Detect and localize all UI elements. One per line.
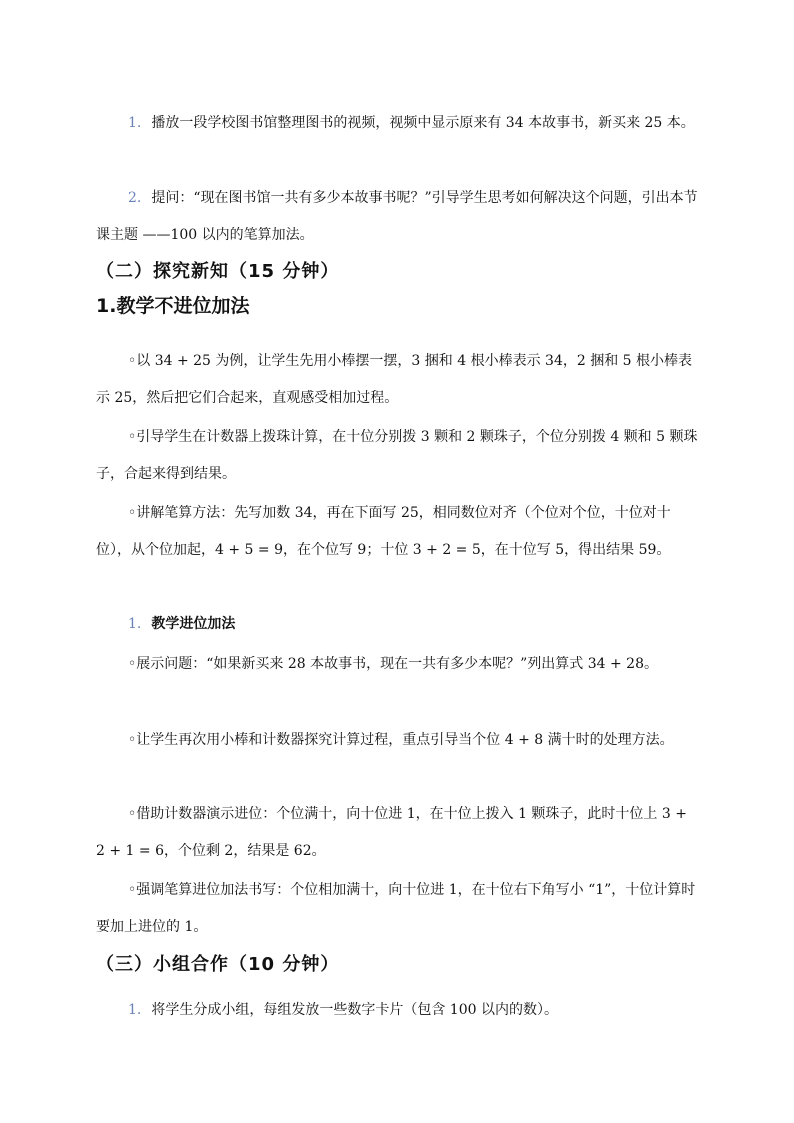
list-number: 1. xyxy=(128,616,142,632)
subheading-no-carry-addition: 1.教学不进位加法 xyxy=(96,295,250,317)
intro-item-2 xyxy=(96,180,700,254)
paragraph-problem: ◦展示问题：“如果新买来 28 本故事书，现在一共有多少本呢？”列出算式 34 + 28。 xyxy=(128,656,658,672)
subheading-carry-addition-text: 教学进位加法 xyxy=(151,616,236,632)
group-item-1-text: 将学生分成小组，每组发放一些数字卡片（包含 100 以内的数）。 xyxy=(151,1002,558,1018)
list-number: 1. xyxy=(128,1002,142,1018)
paragraph-carry-writing: ◦强调笔算进位加法书写：个位相加满十，向十位进 1，在十位右下角写小 “1”，十位计算时要加上进位的 1。 xyxy=(96,882,696,935)
group-item-1 xyxy=(96,992,700,1029)
paragraph-sticks: ◦以 34 + 25 为例，让学生先用小棒摆一摆，3 捆和 4 根小棒表示 34，2 捆和 5 根小棒表示 25，然后把它们合起来，直观感受相加过程。 xyxy=(96,353,693,406)
paragraph-abacus: ◦引导学生在计数器上拨珠计算，在十位分别拨 3 颗和 2 颗珠子，个位分别拨 4 颗和 5 颗珠子，合起来得到结果。 xyxy=(96,429,698,482)
intro-item-2-text: 提问：“现在图书馆一共有多少本故事书呢？”引导学生思考如何解决这个问题，引出本节课主题 ——100 以内的笔算加法。 xyxy=(96,190,698,243)
list-number: 1. xyxy=(128,115,142,131)
paragraph-written-method: ◦讲解笔算方法：先写加数 34，再在下面写 25，相同数位对齐（个位对个位，十位对十位），从个位加起，4 + 5 = 9，在个位写 9；十位 3 + 2 = 5，在十位写 5，得出结果 59。 xyxy=(96,505,671,558)
section-heading-explore: （二）探究新知（15 分钟） xyxy=(96,261,340,282)
subheading-carry-addition xyxy=(128,609,235,639)
intro-item-1-text: 播放一段学校图书馆整理图书的视频，视频中显示原来有 34 本故事书，新买来 25 本。 xyxy=(151,115,695,131)
list-number: 2. xyxy=(128,190,142,206)
paragraph-carry-demo: ◦借助计数器演示进位：个位满十，向十位进 1，在十位上拨入 1 颗珠子，此时十位上 3 + 2 + 1 = 6，个位剩 2，结果是 62。 xyxy=(96,806,687,859)
section-heading-group-work: （三）小组合作（10 分钟） xyxy=(96,954,340,975)
paragraph-explore-again: ◦让学生再次用小棒和计数器探究计算过程，重点引导当个位 4 + 8 满十时的处理方法。 xyxy=(128,732,674,748)
intro-item-1 xyxy=(96,105,700,142)
